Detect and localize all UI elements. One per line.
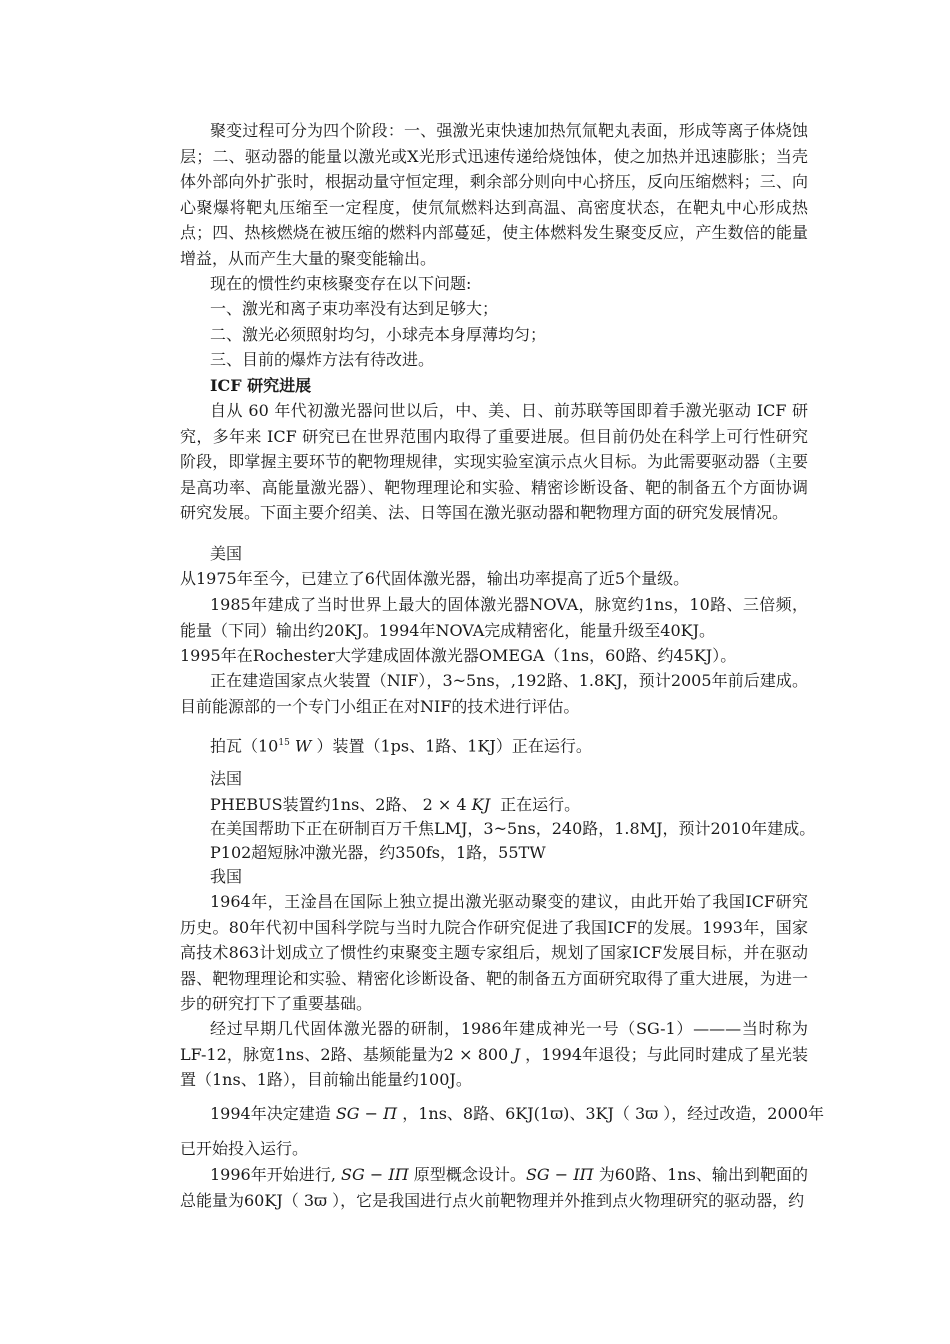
phebus-text-a: PHEBUS装置约1ns、2路、 xyxy=(210,795,418,814)
sg2-text-c: 、3KJ（ 3ϖ ），经过改造，2000年 xyxy=(569,1104,825,1123)
heading-usa: 美国 xyxy=(210,544,243,563)
sg3-text-a: 1996年开始进行, xyxy=(210,1165,336,1184)
paragraph-sg2-line2: 已开始投入运行。 xyxy=(180,1139,309,1158)
problem-item-3: 三、目前的爆炸方法有待改进。 xyxy=(210,350,435,369)
paragraph-usa-1975: 从1975年至今，已建立了6代固体激光器，输出功率提高了近5个量级。 xyxy=(180,569,690,588)
sg2-paren: (1ϖ) xyxy=(533,1104,570,1123)
sg1-formula: 2 × 800 xyxy=(443,1044,509,1064)
petawatt-text-a: 拍瓦（10 xyxy=(210,736,279,756)
paragraph-usa-omega: 1995年在Rochester大学建成固体激光器OMEGA（1ns，60路、约45KJ）。 xyxy=(180,646,737,665)
heading-france: 法国 xyxy=(210,769,243,788)
problems-intro: 现在的惯性约束核聚变存在以下问题: xyxy=(210,274,472,293)
sg2-text-b: ，1ns、8路、6KJ xyxy=(402,1104,534,1123)
sg3-text-b: 原型概念设计。 xyxy=(413,1165,526,1184)
phebus-formula: 2 × 4 xyxy=(422,795,467,814)
paragraph-lmj: 在美国帮助下正在研制百万千焦LMJ，3~5ns，240路，1.8MJ，预计2010年建成。 xyxy=(210,819,816,838)
paragraph-icf-intro: 自从 60 年代初激光器问世以后，中、美、日、前苏联等国即着手激光驱动 ICF 研究，多年来 ICF 研究已在世界范围内取得了重要进展。但目前仍处在科学上可行性研究阶段，即掌握主要环节的靶物理规律，实现实验室演示点火目标。为此需要驱动器（主要是高功率、高能量激光器）、靶物理理论和实验、精密诊断设备、靶的制备五个方面协调研究发展。下面主要介绍美、法、日等国在激光驱动器和靶物理方面的研究发展情况。 xyxy=(180,401,808,522)
paragraph-petawatt xyxy=(210,731,592,759)
paragraph-sg2-line1 xyxy=(210,1101,824,1127)
sg1-unit: J xyxy=(513,1044,520,1064)
phebus-unit: KJ xyxy=(471,795,490,814)
sg3-name-2: SG − ΙΠ xyxy=(525,1165,594,1184)
paragraph-usa-nova: 1985年建成了当时世界上最大的固体激光器NOVA，脉宽约1ns，10路、三倍频，能量（下同）输出约20KJ。1994年NOVA完成精密化，能量升级至40KJ。 xyxy=(180,595,808,640)
paragraph-china-1964: 1964年，王淦昌在国际上独立提出激光驱动聚变的建议，由此开始了我国ICF研究历史。80年代初中国科学院与当时九院合作研究促进了我国ICF的发展。1993年，国家高技术863计划成立了惯性约束聚变主题专家组后，规划了国家ICF发展目标，并在驱动器、靶物理理论和实验、精密化诊断设备、靶的制备五方面研究取得了重大进展，为进一步的研究打下了重要基础。 xyxy=(180,892,808,1013)
paragraph-fusion-stages: 聚变过程可分为四个阶段：一、强激光束快速加热氘氚靶丸表面，形成等离子体烧蚀层；二、驱动器的能量以激光或X光形式迅速传递给烧蚀体，使之加热并迅速膨胀；当壳体外部向外扩张时，根据动量守恒定理，剩余部分则向中心挤压，反向压缩燃料；三、向心聚爆将靶丸压缩至一定程度，使氘氚燃料达到高温、高密度状态，在靶丸中心形成热点；四、热核燃烧在被压缩的燃料内部蔓延，使主体燃料发生聚变反应，产生数倍的能量增益，从而产生大量的聚变能输出。 xyxy=(180,121,808,268)
problem-item-2: 二、激光必须照射均匀，小球壳本身厚薄均匀； xyxy=(210,325,547,344)
heading-china: 我国 xyxy=(210,867,243,886)
section-heading-icf: ICF 研究进展 xyxy=(210,376,312,395)
sg2-text-a: 1994年决定建造 xyxy=(210,1104,331,1123)
paragraph-usa-nif: 正在建造国家点火装置（NIF），3~5ns，,192路、1.8KJ，预计2005年前后建成。目前能源部的一个专门小组正在对NIF的技术进行评估。 xyxy=(180,671,808,716)
sg3-text-c: 为60路、1ns、输出到靶面的总能量为60KJ（ 3ϖ ），它是我国进行点火前靶物理并外推到点火物理研究的驱动器，约 xyxy=(180,1165,808,1210)
petawatt-unit: W xyxy=(294,736,312,756)
phebus-text-b: 正在运行。 xyxy=(500,795,581,814)
paragraph-p102: P102超短脉冲激光器，约350fs，1路，55TW xyxy=(210,843,546,862)
petawatt-exponent: 15 xyxy=(278,738,290,748)
sg3-name: SG − ΙΠ xyxy=(341,1165,409,1184)
problem-item-1: 一、激光和离子束功率没有达到足够大； xyxy=(210,299,499,318)
paragraph-sg1 xyxy=(180,1016,808,1093)
sg1-text-a: 经过早期几代固体激光器的研制，1986年建成神光一号（SG-1）———当时称为LF-12，脉宽1ns、2路、基频能量为 xyxy=(180,1019,808,1064)
paragraph-sg3 xyxy=(180,1162,808,1213)
petawatt-text-b: ）装置（1ps、1路、1KJ）正在运行。 xyxy=(316,736,592,756)
sg2-name: SG − Π xyxy=(335,1104,398,1123)
sg1-text-b: ，1994年退役；与此同时建成了星光装置（1ns、1路），目前输出能量约100J。 xyxy=(180,1044,808,1089)
paragraph-phebus xyxy=(210,792,580,818)
